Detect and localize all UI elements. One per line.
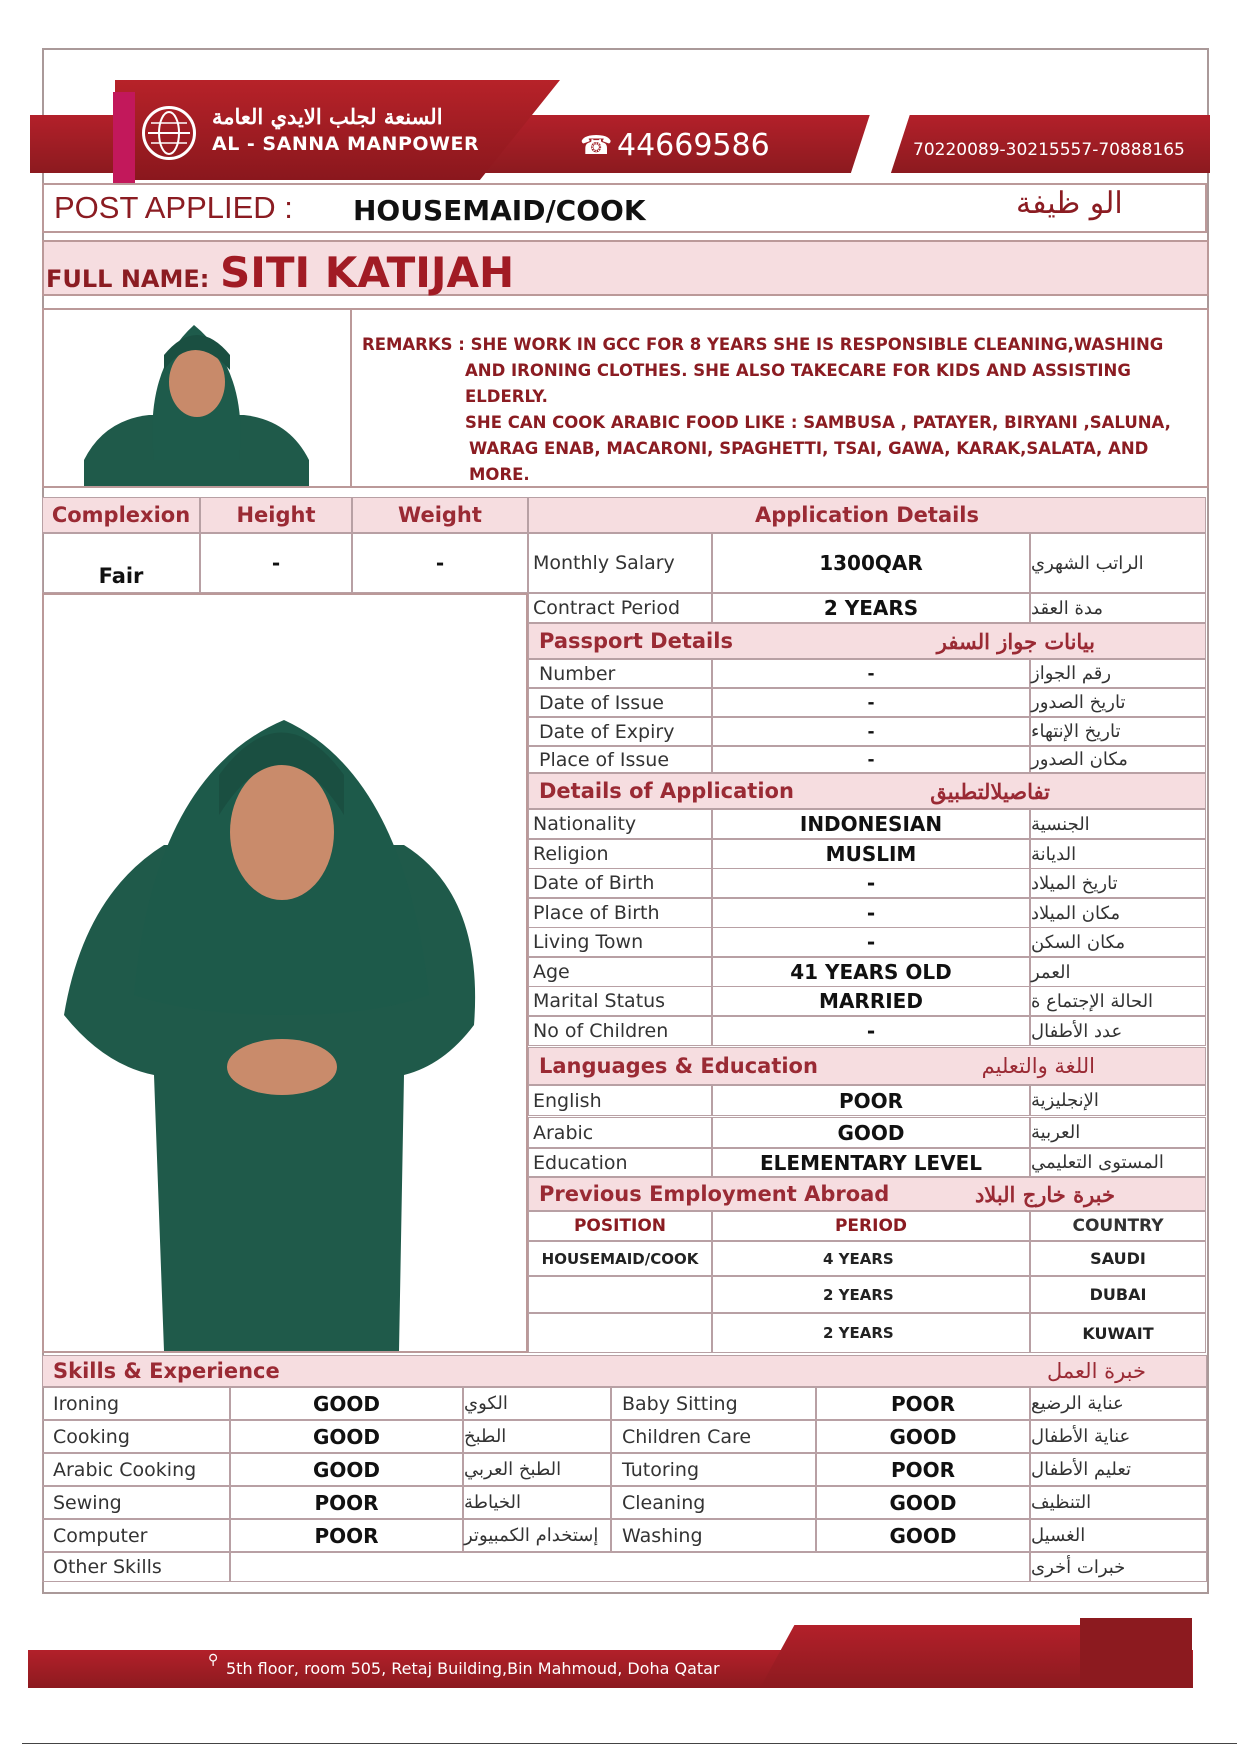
skills-title-ar: خبرة العمل bbox=[1047, 1359, 1146, 1383]
other-skills-ar: خبرات أخرى bbox=[1030, 1552, 1207, 1582]
details-row-value: - bbox=[712, 898, 1030, 928]
details-row-ar: عدد الأطفال bbox=[1030, 1016, 1206, 1046]
page-bottom-rule bbox=[22, 1743, 1237, 1744]
employment-row-position: HOUSEMAID/COOK bbox=[528, 1241, 712, 1276]
post-label-ar: الو ظيفة bbox=[1016, 186, 1123, 221]
language-row-ar: العربية bbox=[1030, 1117, 1206, 1148]
small-photo-box bbox=[42, 308, 352, 488]
employment-row-period: 2 YEARS bbox=[712, 1276, 1030, 1313]
details-row-ar: الحالة الإجتماع ة bbox=[1030, 986, 1206, 1016]
skill-label-ar: التنظيف bbox=[1030, 1486, 1207, 1519]
skill-label-ar: تعليم الأطفال bbox=[1030, 1453, 1207, 1486]
details-row-label: Marital Status bbox=[528, 986, 712, 1016]
details-row-value: - bbox=[712, 868, 1030, 898]
passport-row-value: - bbox=[712, 746, 1030, 773]
skill-label-ar: الطبخ bbox=[463, 1420, 611, 1453]
skill-label: Computer bbox=[42, 1519, 230, 1552]
languages-title: Languages & Education bbox=[539, 1054, 818, 1078]
language-row-label: English bbox=[528, 1085, 712, 1116]
phone-number: 44669586 bbox=[617, 128, 770, 163]
skill-label: Sewing bbox=[42, 1486, 230, 1519]
globe-logo-icon bbox=[142, 106, 196, 160]
mobile-numbers: 70220089-30215557-70888165 bbox=[913, 140, 1185, 160]
details-row-label: No of Children bbox=[528, 1016, 712, 1046]
language-row-value: ELEMENTARY LEVEL bbox=[712, 1148, 1030, 1177]
languages-title-ar: اللغة والتعليم bbox=[981, 1054, 1095, 1078]
passport-row-ar: مكان الصدور bbox=[1030, 746, 1206, 773]
skill-label-ar: الخياطة bbox=[463, 1486, 611, 1519]
monthly-salary-ar: الراتب الشهري bbox=[1030, 533, 1206, 593]
header-accent-bar bbox=[113, 92, 135, 184]
passport-title: Passport Details bbox=[539, 629, 733, 653]
language-row-label: Education bbox=[528, 1148, 712, 1177]
details-row-label: Living Town bbox=[528, 927, 712, 957]
remarks-line-3: SHE CAN COOK ARABIC FOOD LIKE : SAMBUSA , PATAYER, BIRYANI ,SALUNA, bbox=[465, 413, 1171, 432]
employment-col-country: COUNTRY bbox=[1030, 1211, 1206, 1241]
other-skills-label: Other Skills bbox=[42, 1552, 230, 1582]
employment-row-position bbox=[528, 1276, 712, 1313]
skill-label: Cleaning bbox=[611, 1486, 816, 1519]
candidate-photo-small bbox=[44, 310, 350, 486]
skill-label-ar: الغسيل bbox=[1030, 1519, 1207, 1552]
skill-value: POOR bbox=[230, 1486, 463, 1519]
employment-row-country: KUWAIT bbox=[1030, 1313, 1206, 1353]
passport-row-label: Date of Issue bbox=[528, 688, 712, 717]
phone-icon: ☎ bbox=[580, 131, 613, 161]
details-row-ar: الديانة bbox=[1030, 839, 1206, 869]
application-details-header: Application Details bbox=[528, 497, 1206, 533]
skill-label-ar: الكوي bbox=[463, 1387, 611, 1420]
languages-section-header bbox=[528, 1047, 1206, 1085]
details-row-value: MARRIED bbox=[712, 986, 1030, 1016]
language-row-value: POOR bbox=[712, 1085, 1030, 1116]
remarks bbox=[362, 332, 1182, 488]
mobile-icon: ✆ bbox=[875, 133, 894, 158]
details-title-ar: تفاصيلالتطبيق bbox=[930, 778, 1050, 804]
company-name-ar: السنعة لجلب الايدي العامة bbox=[212, 104, 443, 129]
skill-value: POOR bbox=[816, 1453, 1030, 1486]
employment-row-country: DUBAI bbox=[1030, 1276, 1206, 1313]
location-pin-icon: ⚲ bbox=[208, 1652, 219, 1668]
employment-row-position bbox=[528, 1313, 712, 1353]
details-row-label: Date of Birth bbox=[528, 868, 712, 898]
details-row-value: - bbox=[712, 927, 1030, 957]
skill-label: Washing bbox=[611, 1519, 816, 1552]
skill-value: GOOD bbox=[816, 1519, 1030, 1552]
details-row-value: - bbox=[712, 1016, 1030, 1046]
details-title: Details of Application bbox=[539, 779, 794, 803]
post-label: POST APPLIED : bbox=[54, 190, 293, 225]
employment-row-country: SAUDI bbox=[1030, 1241, 1206, 1276]
language-row-label: Arabic bbox=[528, 1117, 712, 1148]
full-name-row bbox=[42, 240, 1209, 296]
language-row-ar: الإنجليزية bbox=[1030, 1085, 1206, 1116]
other-skills-value bbox=[230, 1552, 1030, 1582]
passport-row-value: - bbox=[712, 688, 1030, 717]
details-row-ar: مكان السكن bbox=[1030, 927, 1206, 957]
passport-row-ar: تاريخ الصدور bbox=[1030, 688, 1206, 717]
skill-value: GOOD bbox=[230, 1387, 463, 1420]
skill-label: Cooking bbox=[42, 1420, 230, 1453]
employment-col-position: POSITION bbox=[528, 1211, 712, 1241]
company-name-en: AL - SANNA MANPOWER bbox=[212, 133, 480, 155]
post-value: HOUSEMAID/COOK bbox=[353, 194, 646, 227]
skill-label: Arabic Cooking bbox=[42, 1453, 230, 1486]
full-name-label: FULL NAME: bbox=[46, 265, 210, 293]
skills-section-header bbox=[42, 1355, 1207, 1387]
candidate-photo-large bbox=[44, 595, 526, 1351]
details-row-label: Nationality bbox=[528, 809, 712, 839]
skill-label: Ironing bbox=[42, 1387, 230, 1420]
details-section-header bbox=[528, 773, 1206, 809]
contract-period-label: Contract Period bbox=[528, 593, 712, 623]
employment-title-ar: خبرة خارج البلاد bbox=[974, 1181, 1115, 1207]
passport-row-ar: رقم الجواز bbox=[1030, 659, 1206, 688]
skill-label: Children Care bbox=[611, 1420, 816, 1453]
skill-label-ar: إستخدام الكمبيوتر bbox=[463, 1519, 611, 1552]
skill-label: Tutoring bbox=[611, 1453, 816, 1486]
skills-title: Skills & Experience bbox=[53, 1359, 280, 1383]
large-photo-box bbox=[42, 593, 528, 1353]
language-row-value: GOOD bbox=[712, 1117, 1030, 1148]
skill-label-ar: عناية الأطفال bbox=[1030, 1420, 1207, 1453]
passport-row-ar: تاريخ الإنتهاء bbox=[1030, 717, 1206, 746]
details-row-ar: مكان الميلاد bbox=[1030, 898, 1206, 928]
details-row-ar: تاريخ الميلاد bbox=[1030, 868, 1206, 898]
employment-title: Previous Employment Abroad bbox=[539, 1182, 890, 1206]
contract-period-ar: مدة العقد bbox=[1030, 593, 1206, 623]
weight-value: - bbox=[352, 533, 528, 593]
skill-value: GOOD bbox=[816, 1486, 1030, 1519]
passport-row-value: - bbox=[712, 717, 1030, 746]
monthly-salary-value: 1300QAR bbox=[712, 533, 1030, 593]
height-value: - bbox=[200, 533, 352, 593]
remarks-line-1: REMARKS : SHE WORK IN GCC FOR 8 YEARS SHE IS RESPONSIBLE CLEANING,WASHING bbox=[362, 335, 1164, 354]
details-row-label: Age bbox=[528, 957, 712, 987]
remarks-line-2: AND IRONING CLOTHES. SHE ALSO TAKECARE FOR KIDS AND ASSISTING ELDERLY. bbox=[465, 361, 1131, 406]
weight-header: Weight bbox=[352, 497, 528, 533]
complexion-value: Fair bbox=[42, 533, 200, 593]
skill-label: Baby Sitting bbox=[611, 1387, 816, 1420]
passport-row-value: - bbox=[712, 659, 1030, 688]
skill-value: POOR bbox=[816, 1387, 1030, 1420]
skill-value: GOOD bbox=[230, 1420, 463, 1453]
passport-section-header bbox=[528, 623, 1206, 659]
full-name-value: SITI KATIJAH bbox=[220, 248, 515, 297]
contract-period-value: 2 YEARS bbox=[712, 593, 1030, 623]
details-row-value: INDONESIAN bbox=[712, 809, 1030, 839]
skill-value: POOR bbox=[230, 1519, 463, 1552]
details-row-label: Place of Birth bbox=[528, 898, 712, 928]
passport-title-ar: بيانات جواز السفر bbox=[936, 628, 1095, 654]
skill-value: GOOD bbox=[816, 1420, 1030, 1453]
skill-label-ar: عناية الرضيع bbox=[1030, 1387, 1207, 1420]
skill-label-ar: الطبخ العربي bbox=[463, 1453, 611, 1486]
passport-row-label: Date of Expiry bbox=[528, 717, 712, 746]
remarks-line-4: WARAG ENAB, MACARONI, SPAGHETTI, TSAI, GAWA, KARAK,SALATA, AND MORE. bbox=[469, 439, 1149, 484]
employment-row-period: 4 YEARS bbox=[712, 1241, 1030, 1276]
details-row-label: Religion bbox=[528, 839, 712, 869]
language-row-ar: المستوى التعليمي bbox=[1030, 1148, 1206, 1177]
passport-row-label: Number bbox=[528, 659, 712, 688]
employment-col-period: PERIOD bbox=[712, 1211, 1030, 1241]
complexion-header: Complexion bbox=[42, 497, 200, 533]
employment-section-header bbox=[528, 1177, 1206, 1211]
details-row-value: 41 YEARS OLD bbox=[712, 957, 1030, 987]
passport-row-label: Place of Issue bbox=[528, 746, 712, 773]
monthly-salary-label: Monthly Salary bbox=[528, 533, 712, 593]
skill-value: GOOD bbox=[230, 1453, 463, 1486]
footer-address: 5th floor, room 505, Retaj Building,Bin Mahmoud, Doha Qatar bbox=[226, 1659, 720, 1678]
details-row-ar: الجنسية bbox=[1030, 809, 1206, 839]
employment-row-period: 2 YEARS bbox=[712, 1313, 1030, 1353]
footer-dark-block bbox=[1080, 1618, 1192, 1688]
height-header: Height bbox=[200, 497, 352, 533]
details-row-value: MUSLIM bbox=[712, 839, 1030, 869]
details-row-ar: العمر bbox=[1030, 957, 1206, 987]
